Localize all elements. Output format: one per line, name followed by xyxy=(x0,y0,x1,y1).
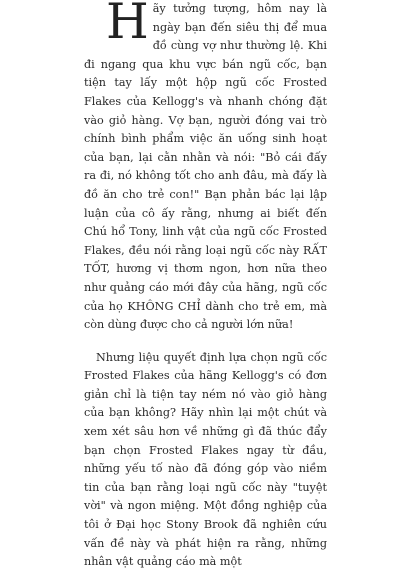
paragraph-2 xyxy=(84,349,327,572)
drop-cap-letter: H xyxy=(106,0,149,50)
paragraph-1 xyxy=(84,0,327,335)
paragraph-1-text: ãy tưởng tượng, hôm nay là ngày bạn đến siêu thị để mua đồ cùng vợ như thường lệ. Khi đi ngang qua khu vực bán ngũ cốc, bạn tiện tay lấy một hộp ngũ cốc Frosted Flakes của Kellogg's và nhanh chóng đặt vào giỏ hàng. Vợ bạn, người đóng vai trò chính bình phẩm việc ăn uống sinh hoạt của bạn, lại cằn nhằn và nói: "Bỏ cái đấy ra đi, nó không tốt cho anh đâu, mà đấy là đồ ăn cho trẻ con!" Bạn phản bác lại lập luận của cô ấy rằng, nhưng ai biết đến Chú hổ Tony, linh vật của ngũ cốc Frosted Flakes, đều nói rằng loại ngũ cốc này RẤT TỐT, hương vị thơm ngon, hơn nữa theo như quảng cáo mới đây của hãng, ngũ cốc của họ KHÔNG CHỈ dành cho trẻ em, mà còn dùng được cho cả người lớn nữa! xyxy=(84,2,327,332)
paragraph-2-text: Nhưng liệu quyết định lựa chọn ngũ cốc Frosted Flakes của hãng Kellogg's có đơn giản chỉ là tiện tay ném nó vào giỏ hàng của bạn không? Hãy nhìn lại một chút và xem xét sâu hơn về những gì đã thúc đẩy bạn chọn Frosted Flakes ngay từ đầu, những yếu tố nào đã đóng góp vào niềm tin của bạn rằng loại ngũ cốc này "tuyệt vời" và ngon miệng. Một đồng nghiệp của tôi ở Đại học Stony Brook đã nghiên cứu vấn đề này và phát hiện ra rằng, những nhân vật quảng cáo mà một xyxy=(84,350,327,569)
text-column xyxy=(84,0,327,572)
